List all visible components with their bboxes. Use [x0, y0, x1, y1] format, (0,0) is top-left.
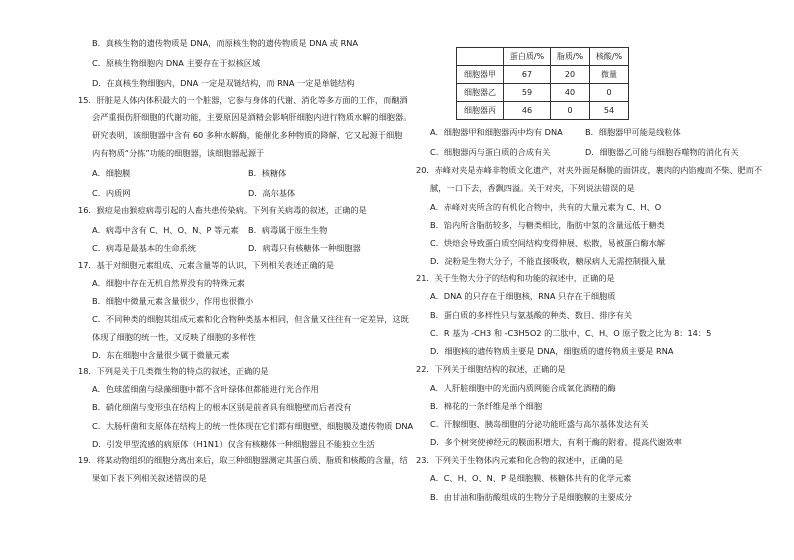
text-line: 18．下列是关于几类微生物的特点的叙述，正确的是	[78, 366, 269, 376]
table-header-cell: 脂质/%	[551, 48, 590, 66]
table-row	[457, 102, 629, 120]
text-line: 19．将某动物组织的细胞分离出来后，取三种细胞器测定其蛋白质、脂质和核酸的含量，结	[78, 455, 408, 465]
text-line: 腻，一口下去，香飘四溢。关于对夹，下列说法错误的是	[430, 183, 635, 193]
table-cell: 20	[551, 66, 590, 84]
text-line: 20．赤峰对夹是赤峰非物质文化遗产，对夹外面是酥脆的面饼皮，裹肉的内馅瘦而不柴、肥而不	[416, 165, 763, 175]
table-header-cell	[457, 48, 504, 66]
text-line: B．细胞中微量元素含量很少，作用也很微小	[92, 296, 254, 306]
text-line: A．DNA 的只存在于细胞核，RNA 只存在于细胞质	[430, 291, 616, 301]
table-cell: 细胞器丙	[457, 102, 504, 120]
text-line: D．病毒只有核糖体一种细胞器	[248, 243, 361, 253]
text-line: A．细胞中存在无机自然界没有的特殊元素	[92, 278, 245, 288]
text-line: 21．关于生物大分子的结构和功能的叙述中，正确的是	[416, 273, 615, 283]
text-line: B．真核生物的遗传物质是 DNA，而原核生物的遗传物质是 DNA 或 RNA	[92, 38, 359, 48]
text-line: 17．基于对细胞元素组成、元素含量等的认识，下列相关表述正确的是	[78, 260, 335, 270]
text-line: B．蛋白质的多样性只与氨基酸的种类、数目、排序有关	[430, 310, 633, 320]
text-line: D．东在细胞中含量很少属于微量元素	[92, 350, 230, 360]
text-line: A．赤峰对夹所含的有机化合物中，共有的大量元素为 C、H、O	[430, 202, 662, 212]
text-line: D．细胞器乙可能与细胞吞噬物的消化有关	[585, 147, 739, 157]
table-header-row	[457, 48, 629, 66]
text-line: A．色球蓝细菌与绿藻细胞中都不含叶绿体但都能进行光合作用	[92, 384, 319, 394]
table-cell: 细胞器甲	[457, 66, 504, 84]
text-line: D．高尔基体	[248, 188, 296, 198]
table-cell: 0	[551, 102, 590, 120]
table-cell: 细胞器乙	[457, 84, 504, 102]
text-line: A．细胞器甲和细胞器丙中均有 DNA	[430, 127, 563, 137]
text-line: 15．肝脏是人体内体积最大的一个脏器，它参与身体的代谢、消化等多方面的工作，而酗酒	[78, 95, 408, 105]
text-line: B．核糖体	[248, 168, 287, 178]
table-cell: 40	[551, 84, 590, 102]
text-line: D．多个树突使神经元的膜面积增大，有利于酶的附着，提高代谢效率	[430, 437, 682, 447]
text-line: C．病毒是最基本的生命系统	[92, 243, 196, 253]
text-line: C．大肠杆菌和支原体在结构上的统一性体现在它们都有细胞壁、细胞膜及遗传物质 DNA	[92, 421, 414, 431]
text-line: B．硝化细菌与变形虫在结构上的根本区别是前者具有细胞壁而后者没有	[92, 402, 352, 412]
text-line: 内有物质“分拣”功能的细胞器，该细胞器起源于	[92, 148, 265, 158]
text-line: 23．下列关于生物体内元素和化合物的叙述中，正确的是	[416, 455, 623, 465]
organelle-composition-table	[456, 47, 629, 120]
text-line: B．病毒属于原生生物	[248, 225, 328, 235]
table-cell: 微量	[590, 66, 629, 84]
text-line: 体现了细胞的统一性，又反映了细胞的多样性	[92, 332, 256, 342]
table-cell: 0	[590, 84, 629, 102]
text-line: C．原核生物细胞内 DNA 主要存在于拟核区域	[92, 58, 261, 68]
text-line: C．不同种类的细胞其组成元素和化合物种类基本相同，但含量又往往有一定差异，这既	[92, 314, 409, 324]
text-line: 果如下表下列相关叙述错误的是	[92, 473, 207, 483]
text-line: D．细胞核的遗传物质主要是 DNA，细胞质的遗传物质主要是 RNA	[430, 346, 674, 356]
table-header-cell: 核酸/%	[590, 48, 629, 66]
text-line: B．由甘油和脂肪酸组成的生物分子是细胞膜的主要成分	[430, 492, 633, 502]
text-line: A．病毒中含有 C、H、O、N、P 等元素	[92, 225, 239, 235]
text-line: B．馅内所含脂肪较多，与糖类相比，脂肪中氢的含量远低于糖类	[430, 220, 665, 230]
text-line: D．淀粉是生物大分子，不能直接吸收，糖尿病人无需控制摄入量	[430, 256, 666, 266]
text-line: C．烘焙会导致蛋白质空间结构变得伸展、松散，易被蛋白酶水解	[430, 238, 665, 248]
text-line: A．C、H、O、N、P 是细胞膜、核糖体共有的化学元素	[430, 473, 632, 483]
text-line: A．细胞膜	[92, 168, 131, 178]
text-line: 会严重损伤肝细胞的代谢功能，主要原因是酒精会影响肝细胞内进行物质水解的细胞器。	[92, 112, 412, 122]
text-line: C．内质网	[92, 188, 131, 198]
table-cell: 67	[504, 66, 551, 84]
text-line: D．在真核生物细胞内，DNA 一定是双链结构，而 RNA 一定是单链结构	[92, 78, 355, 88]
table-row	[457, 84, 629, 102]
text-line: C．细胞器丙与蛋白质的合成有关	[430, 147, 551, 157]
text-line: B．棉花的一条纤维是单个细胞	[430, 401, 543, 411]
text-line: 22．下列关于细胞结构的叙述，正确的是	[416, 364, 566, 374]
text-line: B．细胞器甲可能是线粒体	[585, 127, 681, 137]
table-row	[457, 66, 629, 84]
table-cell: 54	[590, 102, 629, 120]
text-line: C．R 基为 -CH3 和 -C3H5O2 的二肽中，C、H、O 原子数之比为 8：14：5	[430, 328, 712, 338]
table-header-cell: 蛋白质/%	[504, 48, 551, 66]
table-cell: 46	[504, 102, 551, 120]
text-line: A．人肝脏细胞中的光面内质网能合成氧化酒精的酶	[430, 383, 616, 393]
text-line: 研究表明，该细胞器中含有 60 多种水解酶，能催化多种物质的降解，它又起源于细胞	[92, 130, 403, 140]
table-cell: 59	[504, 84, 551, 102]
text-line: D．引发甲型流感的病原体（H1N1）仅含有核糖体一种细胞器且不能独立生活	[92, 439, 375, 449]
text-line: 16．猴痘是由猴痘病毒引起的人畜共患传染病。下列有关病毒的叙述，正确的是	[78, 205, 367, 215]
text-line: C．汗腺细胞、胰岛细胞的分泌功能旺盛与高尔基体发达有关	[430, 419, 649, 429]
